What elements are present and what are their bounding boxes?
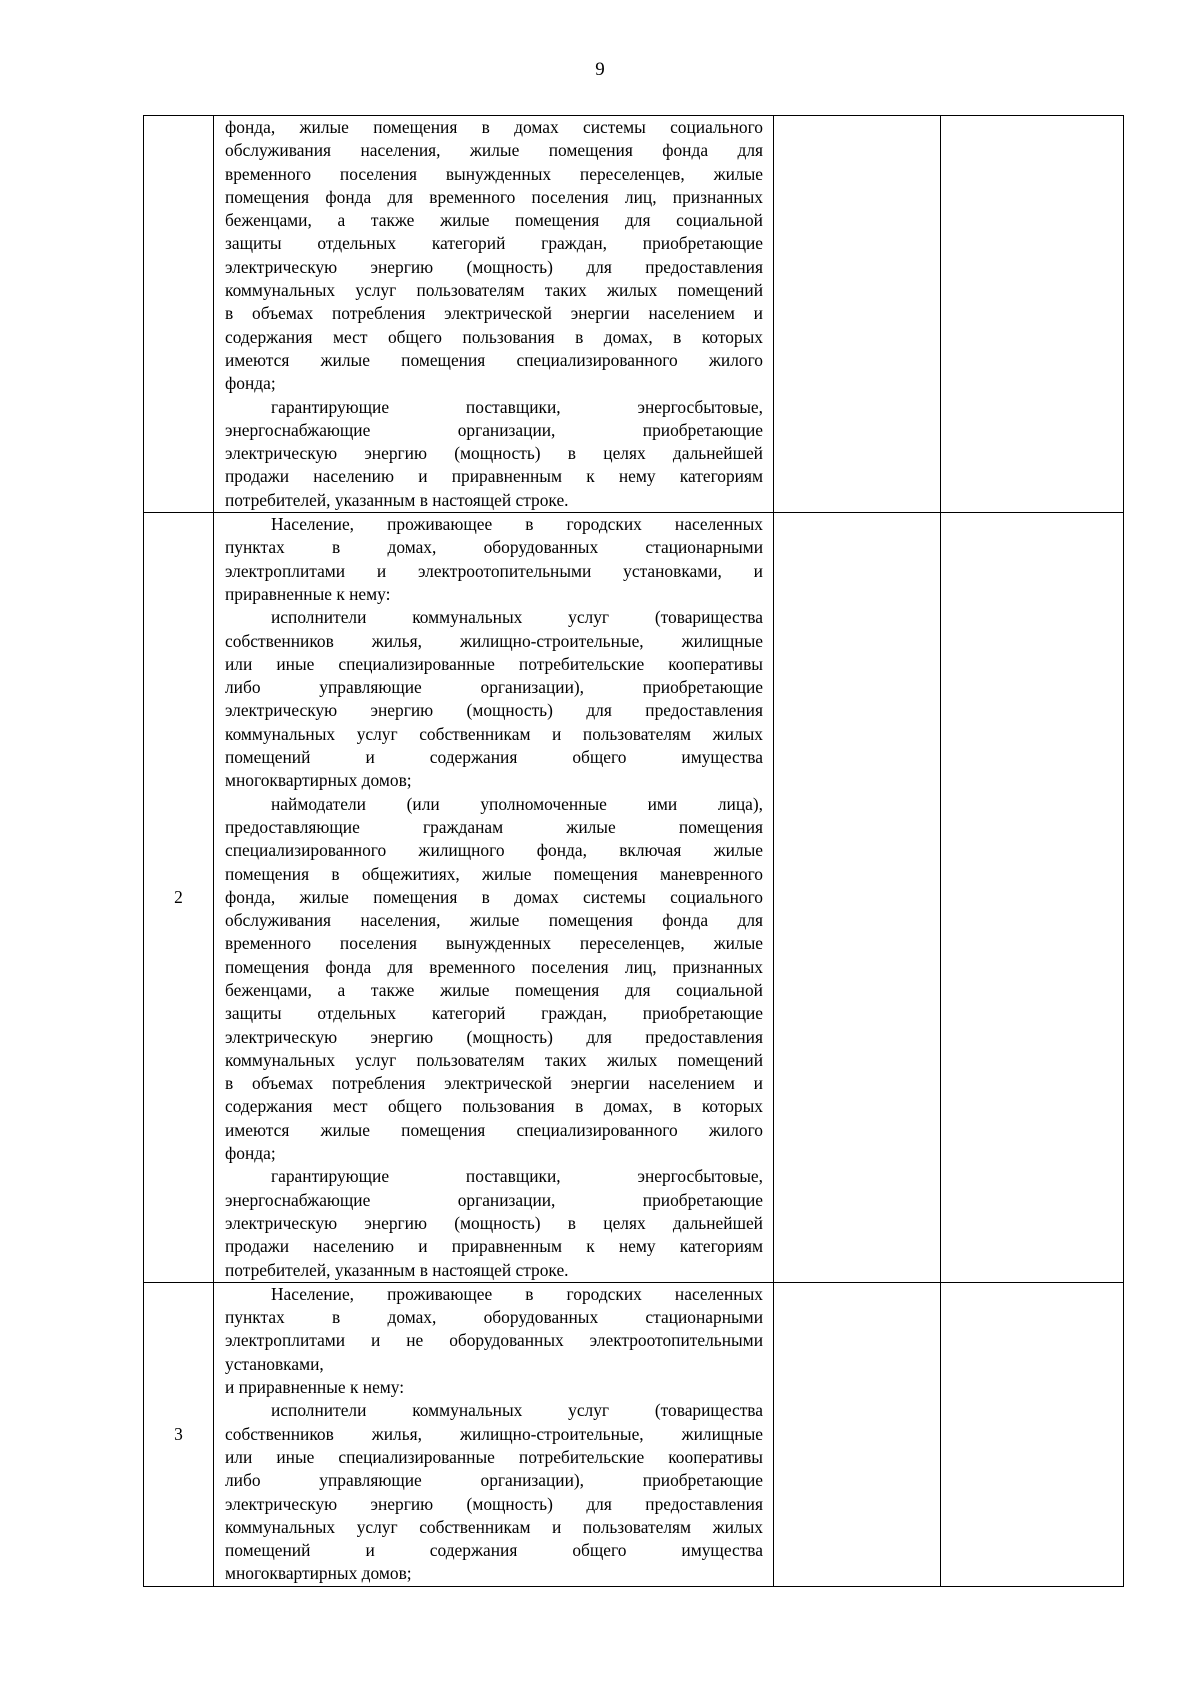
text-line: наймодатели (или уполномоченные ими лица), [271,793,763,814]
text-line: обслуживания населения, жилые помещения фонда для [225,910,763,931]
row-number: 2 [144,513,214,1283]
text-line: пунктах в домах, оборудованных стационарными [225,537,763,558]
text-line: либо управляющие организации), приобретающие [225,1470,763,1491]
text-line: электроплитами и не оборудованных электроотопительными [225,1330,763,1351]
value-cell-column-3 [774,1282,941,1586]
text-line: продажи населению и приравненным к нему категориям [225,1236,763,1257]
text-line: многоквартирных домов; [225,1563,412,1584]
text-line: коммунальных услуг пользователям таких жилых помещений [225,280,763,301]
text-line: потребителей, указанным в настоящей строке. [225,489,569,510]
table-row [144,513,1124,1283]
text-line: либо управляющие организации), приобретающие [225,677,763,698]
text-line: или иные специализированные потребительские кооперативы [225,653,763,674]
text-line: защиты отдельных категорий граждан, приобретающие [225,233,763,254]
table-body [144,116,1124,1587]
text-line: исполнители коммунальных услуг (товарищества [271,1400,763,1421]
text-line: пунктах в домах, оборудованных стационарными [225,1307,763,1328]
text-line: беженцами, а также жилые помещения для социальной [225,979,763,1000]
text-line: гарантирующие поставщики, энергосбытовые, [271,396,763,417]
value-cell-column-3 [774,513,941,1283]
page-number: 9 [595,59,605,80]
text-line: приравненные к нему: [225,583,391,604]
text-line: фонда; [225,1143,276,1164]
text-line: электрическую энергию (мощность) для предоставления [225,1493,763,1514]
text-line: помещений и содержания общего имущества [225,1540,763,1561]
text-line: фонда; [225,373,276,394]
text-line: электрическую энергию (мощность) в целях дальнейшей [225,1212,763,1233]
text-line: имеются жилые помещения специализированного жилого [225,349,763,370]
text-line: электрическую энергию (мощность) для предоставления [225,256,763,277]
text-line: потребителей, указанным в настоящей строке. [225,1259,569,1280]
text-line: помещения фонда для временного поселения лиц, признанных [225,186,763,207]
text-line: коммунальных услуг пользователям таких жилых помещений [225,1049,763,1070]
value-cell-column-3 [774,116,941,513]
text-line: многоквартирных домов; [225,770,412,791]
text-line: специализированного жилищного фонда, включая жилые [225,840,763,861]
text-line: Население, проживающее в городских населенных [271,514,763,535]
text-line: фонда, жилые помещения в домах системы социального [225,117,763,137]
row-number: 3 [144,1282,214,1586]
text-line: Население, проживающее в городских населенных [271,1283,763,1304]
text-line: электрическую энергию (мощность) для предоставления [225,700,763,721]
text-line: или иные специализированные потребительские кооперативы [225,1446,763,1467]
text-line: защиты отдельных категорий граждан, приобретающие [225,1003,763,1024]
value-cell-column-4 [941,1282,1124,1586]
text-line: помещения фонда для временного поселения лиц, признанных [225,956,763,977]
value-cell-column-4 [941,513,1124,1283]
text-line: электрическую энергию (мощность) в целях дальнейшей [225,443,763,464]
row-description [214,116,774,513]
text-line: беженцами, а также жилые помещения для социальной [225,210,763,231]
text-line: электрическую энергию (мощность) для предоставления [225,1026,763,1047]
text-line: содержания мест общего пользования в домах, в которых [225,1096,763,1117]
row-description [214,513,774,1283]
row-description [214,1282,774,1586]
text-line: установками, [225,1353,324,1374]
text-line: в объемах потребления электрической энергии населением и [225,1073,763,1094]
value-cell-column-4 [941,116,1124,513]
text-line: фонда, жилые помещения в домах системы социального [225,886,763,907]
text-line: временного поселения вынужденных переселенцев, жилые [225,933,763,954]
text-line: энергоснабжающие организации, приобретающие [225,419,763,440]
text-line: обслуживания населения, жилые помещения фонда для [225,140,763,161]
tariff-table [143,115,1124,1587]
text-line: в объемах потребления электрической энергии населением и [225,303,763,324]
row-number [144,116,214,513]
text-line: помещений и содержания общего имущества [225,747,763,768]
text-line: исполнители коммунальных услуг (товарищества [271,607,763,628]
text-line: временного поселения вынужденных переселенцев, жилые [225,163,763,184]
text-line: содержания мест общего пользования в домах, в которых [225,326,763,347]
text-line: коммунальных услуг собственникам и пользователям жилых [225,1516,763,1537]
table-row [144,116,1124,513]
text-line: продажи населению и приравненным к нему категориям [225,466,763,487]
text-line: предоставляющие гражданам жилые помещения [225,816,763,837]
text-line: гарантирующие поставщики, энергосбытовые, [271,1166,763,1187]
text-line: собственников жилья, жилищно-строительные, жилищные [225,630,763,651]
text-line: имеются жилые помещения специализированного жилого [225,1119,763,1140]
text-line: энергоснабжающие организации, приобретающие [225,1189,763,1210]
text-line: собственников жилья, жилищно-строительные, жилищные [225,1423,763,1444]
text-line: электроплитами и электроотопительными установками, и [225,560,763,581]
table-row [144,1282,1124,1586]
text-line: помещения в общежитиях, жилые помещения маневренного [225,863,763,884]
text-line: и приравненные к нему: [225,1377,405,1398]
text-line: коммунальных услуг собственникам и пользователям жилых [225,723,763,744]
